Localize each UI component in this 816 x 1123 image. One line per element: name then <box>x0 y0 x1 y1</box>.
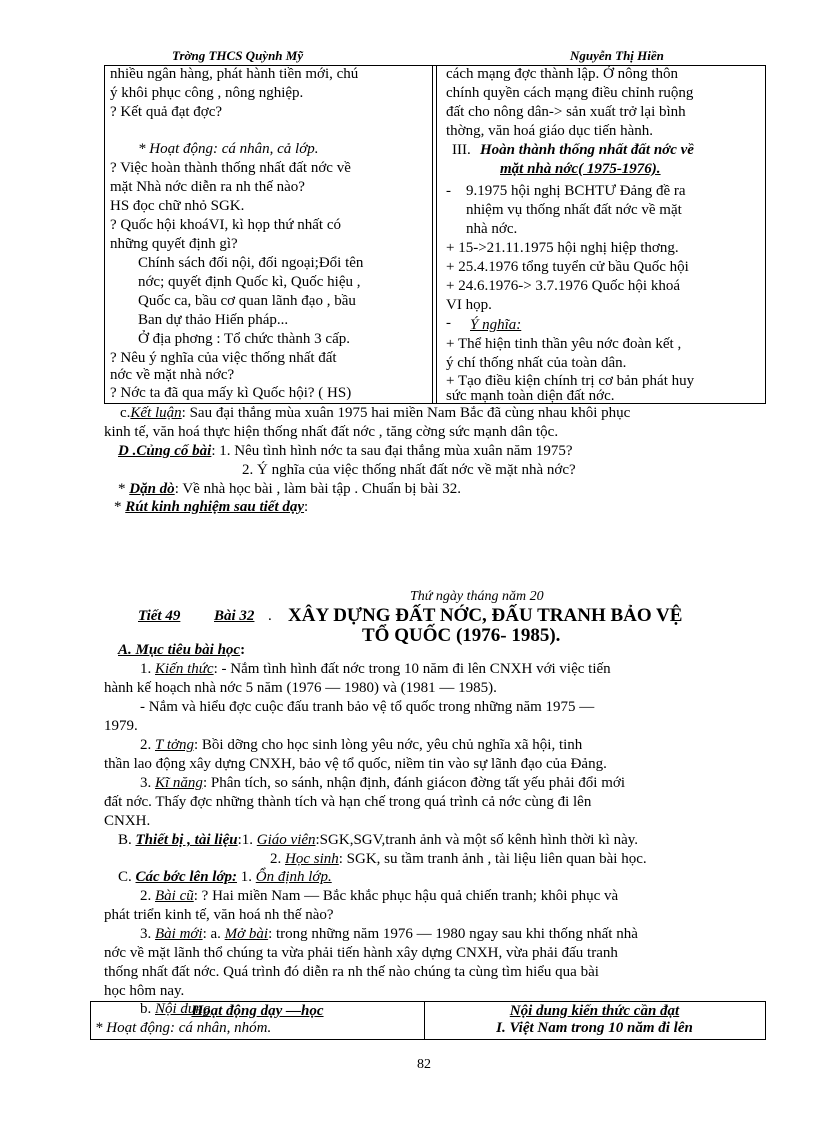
lesson-dot: . <box>268 608 272 624</box>
conclusion-line-2: kinh tế, văn hoá thực hiện thống nhất đất nớc , tăng cờng sức mạnh dân tộc. <box>104 424 559 440</box>
table-1-divider-2 <box>436 65 437 403</box>
lesson-title-cont: TỔ QUỐC (1976- 1985). <box>362 625 561 646</box>
lesson-period: Tiết 49 <box>138 608 181 624</box>
consolidate-label: D .Củng cố bài <box>118 443 212 459</box>
section-3-title: Hoàn thành thống nhất đất nớc về <box>480 142 694 158</box>
new-lesson-line-4: học hôm nay. <box>104 983 185 999</box>
text-line: nớc về mặt nhà nớc? <box>110 367 235 383</box>
new-lesson-num: 3. <box>140 926 152 942</box>
equipment-student-label: Học sinh <box>285 851 339 867</box>
text-line: ? Nớc ta đã qua mấy kì Quốc hội? ( HS) <box>110 385 352 401</box>
skills-text-1: : Phân tích, so sánh, nhận định, đánh giácon đờng tất yếu phải đổi mới <box>202 775 625 791</box>
new-lesson-text-1: : trong những năm 1976 — 1980 ngay sau khi thống nhất nhà <box>268 926 638 942</box>
text-line: thờng, văn hoá giáo dục tiến hành. <box>446 123 654 139</box>
text-line: + Thể hiện tinh thần yêu nớc đoàn kết , <box>446 336 682 352</box>
objectives-colon: : <box>240 642 246 658</box>
homework-text: : Về nhà học bài , làm bài tập . Chuẩn bị bài 32. <box>174 481 462 497</box>
table-2-row-right: I. Việt Nam trong 10 năm đi lên <box>496 1020 693 1036</box>
table-2-header-right: Nội dung kiến thức cần đạt <box>509 1003 680 1019</box>
ideology-line-2: thần lao động xây dựng CNXH, bảo vệ tổ quốc, niềm tin vào sự lãnh đạo của Đảng. <box>104 756 607 772</box>
text-line: những quyết định gì? <box>110 236 238 252</box>
objectives-label: A. Mục tiêu bài học <box>118 642 241 658</box>
section-3-title-cont: mặt nhà nớc( 1975-1976). <box>500 161 661 177</box>
experience-colon: : <box>304 499 309 515</box>
text-line: cách mạng đợc thành lập. Ở nông thôn <box>446 66 679 82</box>
ideology-text-1: : Bồi dỡng cho học sinh lòng yêu nớc, yêu chủ nghĩa xã hội, tinh <box>194 737 583 753</box>
old-lesson-line-2: phát triển kinh tế, văn hoá nh thế nào? <box>104 907 334 923</box>
old-lesson-label: Bài cũ <box>155 888 194 904</box>
knowledge-num: 1. <box>140 661 152 677</box>
new-lesson-label: Bài mới <box>155 926 203 942</box>
equipment-student-num: 2. <box>270 851 282 867</box>
date-line: Thứ ngày tháng năm 20 <box>410 589 544 604</box>
meaning-label: Ý nghĩa: <box>470 317 522 333</box>
text-line: mặt Nhà nớc diễn ra nh thế nào? <box>110 179 305 195</box>
knowledge-text-1: : - Nắm tình hình đất nớc trong 10 năm đi lên CNXH với việc tiến <box>213 661 611 677</box>
experience-line <box>114 499 308 516</box>
skills-line-2: đất nớc. Thấy đợc những thành tích và hạn chế trong quá trình cả nớc cùng đi lên <box>104 794 592 810</box>
old-lesson-num: 2. <box>140 888 152 904</box>
consolidate-q2: 2. Ý nghĩa của việc thống nhất đất nớc về mặt nhà nớc? <box>242 462 576 478</box>
knowledge-line-3: - Nắm và hiểu đợc cuộc đấu tranh bảo vệ tổ quốc trong những năm 1975 — <box>140 699 595 715</box>
homework-line <box>118 481 461 498</box>
header-author: Nguyễn Thị Hiền <box>570 48 664 63</box>
text-line: Ở địa phơng : Tổ chức thành 3 cấp. <box>138 331 350 347</box>
equipment-line-1 <box>118 832 638 849</box>
text-line: VI họp. <box>446 297 492 313</box>
section-3-number: III. <box>452 142 471 158</box>
skills-num: 3. <box>140 775 152 791</box>
lesson-number: Bài 32 <box>214 608 255 624</box>
text-line: Ban dự thảo Hiến pháp... <box>138 312 289 328</box>
equipment-student-text: : SGK, su tầm tranh ảnh , tài liệu liên quan bài học. <box>338 851 647 867</box>
text-line: + 25.4.1976 tổng tuyển cử bầu Quốc hội <box>446 259 689 275</box>
text-line: chính quyền cách mạng điều chỉnh ruộng <box>446 85 694 101</box>
homework-label: Dặn dò <box>129 481 175 497</box>
table-2-header-left: Hoạt động dạy —học <box>191 1003 324 1019</box>
table-2-row-left: * Hoạt động: cá nhân, nhóm. <box>95 1020 272 1036</box>
text-line: 9.1975 hội nghị BCHTƯ Đảng đề ra <box>466 183 686 199</box>
equipment-line-2 <box>270 851 647 868</box>
text-line: đất cho nông dân-> sản xuất trở lại bình <box>446 104 686 120</box>
knowledge-line-2: hành kế hoạch nhà nớc 5 năm (1976 — 1980) và (1981 — 1985). <box>104 680 497 696</box>
equipment-teacher-text: :SGK,SGV,tranh ảnh và một số kênh hình thời kì này. <box>315 832 639 848</box>
bullet-marker: - <box>446 183 451 199</box>
activity-label: * Hoạt động: cá nhân, cả lớp. <box>138 141 319 157</box>
text-line: ý khôi phục công , nông nghiệp. <box>110 85 304 101</box>
old-lesson-text-1: : ? Hai miền Nam — Bắc khắc phục hậu quả chiến tranh; khôi phục và <box>193 888 619 904</box>
objectives-heading <box>118 642 245 659</box>
ideology-label: T tởng <box>155 737 194 753</box>
text-line: Chính sách đối nội, đối ngoại;Đổi tên <box>138 255 364 271</box>
conclusion-label: Kết luận <box>130 405 182 421</box>
text-line: + 24.6.1976-> 3.7.1976 Quốc hội khoá <box>446 278 680 294</box>
bullet-marker: - <box>446 315 451 331</box>
equipment-teacher-label: Giáo viên <box>256 832 316 848</box>
lesson-title: XÂY DỰNG ĐẤT NỚC, ĐẤU TRANH BẢO VỆ <box>288 605 683 626</box>
header-school: Trờng THCS Quỳnh Mỹ <box>172 48 304 63</box>
new-lesson-line-3: thống nhất đất nớc. Quá trình đó diễn ra nh thế nào chúng ta cùng tìm hiểu qua bài <box>104 964 599 980</box>
content-prefix: b. <box>140 1001 152 1017</box>
new-lesson-a: : a. <box>202 926 221 942</box>
ideology-num: 2. <box>140 737 152 753</box>
steps-step-1: Ổn định lớp. <box>255 869 332 885</box>
text-line: nhiệm vụ thống nhất đất nớc về mặt <box>466 202 682 218</box>
steps-prefix: C. <box>118 869 132 885</box>
steps-step-1-num: 1. <box>240 869 253 885</box>
skills-line-1 <box>140 775 625 792</box>
intro-label: Mở bài <box>224 926 269 942</box>
text-line: nhà nớc. <box>466 221 518 237</box>
skills-label: Kĩ năng <box>155 775 203 791</box>
new-lesson-line-1 <box>140 926 638 943</box>
equipment-prefix: B. <box>118 832 132 848</box>
text-line: + Tạo điều kiện chính trị cơ bản phát huy <box>446 373 695 389</box>
content-label: Nội dung <box>155 1001 211 1017</box>
table-1-divider <box>432 65 433 403</box>
text-line: ? Nêu ý nghĩa của việc thống nhất đất <box>110 350 337 366</box>
text-line: Quốc ca, bầu cơ quan lãnh đạo , bầu <box>138 293 356 309</box>
conclusion-text: : Sau đại thắng mùa xuân 1975 hai miền Nam Bắc đã cùng nhau khôi phục <box>181 405 631 421</box>
text-line: ? Việc hoàn thành thống nhất đất nớc về <box>110 160 351 176</box>
text-line: ? Quốc hội khoáVI, kì họp thứ nhất có <box>110 217 341 233</box>
consolidate-q1: : 1. Nêu tình hình nớc ta sau đại thắng mùa xuân năm 1975? <box>211 443 573 459</box>
text-line: + 15->21.11.1975 hội nghị hiệp thơng. <box>446 240 679 256</box>
steps-label: Các bớc lên lớp: <box>135 869 238 885</box>
text-line: nớc; quyết định Quốc kì, Quốc hiệu , <box>138 274 361 290</box>
consolidate-line-1 <box>118 443 573 460</box>
text-line: nhiều ngân hàng, phát hành tiền mới, chú <box>110 66 359 82</box>
old-lesson-line-1 <box>140 888 618 905</box>
steps-line <box>118 869 332 886</box>
page-number: 82 <box>417 1057 431 1072</box>
equipment-label: Thiết bị , tài liệu <box>135 832 238 848</box>
knowledge-line-1 <box>140 661 611 678</box>
text-line: sức mạnh toàn diện đất nớc. <box>446 388 615 404</box>
text-line: HS đọc chữ nhỏ SGK. <box>110 198 245 214</box>
knowledge-line-4: 1979. <box>104 718 138 734</box>
experience-star: * <box>114 499 122 515</box>
knowledge-label: Kiến thức <box>155 661 214 677</box>
new-lesson-line-2: nớc về mặt lãnh thổ chúng ta vừa phải tiến hành xây dựng CNXH, vừa phải đấu tranh <box>104 945 618 961</box>
skills-line-3: CNXH. <box>104 813 151 829</box>
homework-star: * <box>118 481 126 497</box>
text-line: ? Kết quả đạt đợc? <box>110 104 223 120</box>
text-line: ý chí thống nhất của toàn dân. <box>446 355 627 371</box>
conclusion-line-1: c.Kết luận: Sau đại thắng mùa xuân 1975 hai miền Nam Bắc đã cùng nhau khôi phục <box>120 405 631 421</box>
ideology-line-1 <box>140 737 582 754</box>
equipment-teacher-num: :1. <box>237 832 254 848</box>
experience-label: Rút kinh nghiệm sau tiết dạy <box>125 499 305 515</box>
